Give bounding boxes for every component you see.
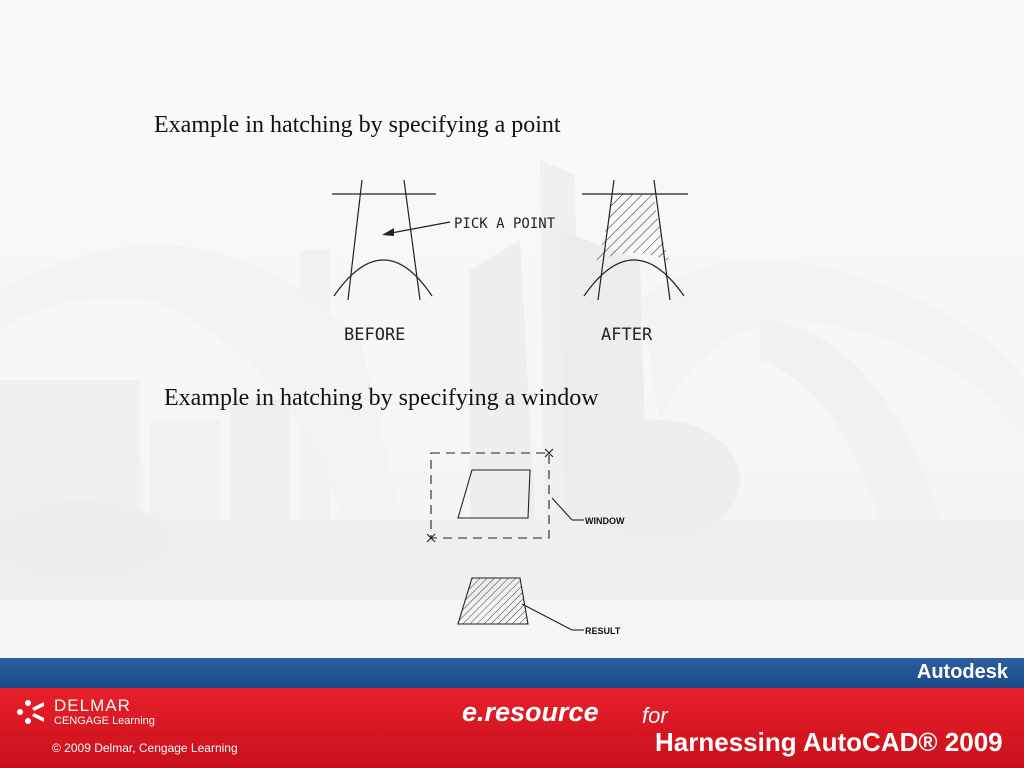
after-label: AFTER <box>601 325 653 345</box>
delmar-subtitle: CENGAGE Learning <box>54 715 155 727</box>
for-text: for <box>642 703 668 728</box>
product-title: Harnessing AutoCAD® 2009 <box>655 727 1003 757</box>
before-label: BEFORE <box>344 325 406 345</box>
eresource-logo: e.resource <box>462 697 599 727</box>
delmar-name: DELMAR <box>54 696 131 715</box>
heading-hatch-point: Example in hatching by specifying a point <box>154 112 561 138</box>
window-label: WINDOW <box>585 516 625 526</box>
copyright-text: © 2009 Delmar, Cengage Learning <box>52 741 238 755</box>
figure-hatch-window <box>420 440 660 645</box>
result-label: RESULT <box>585 626 621 636</box>
before-drawing <box>332 180 436 300</box>
autodesk-logo: Autodesk <box>916 661 1008 683</box>
result-drawing <box>458 578 584 630</box>
window-drawing <box>427 449 584 542</box>
heading-hatch-window: Example in hatching by specifying a window <box>164 385 599 411</box>
footer-blue-bar <box>0 658 1024 688</box>
figure-hatch-point <box>320 170 700 350</box>
delmar-logo-icon <box>14 698 48 728</box>
pick-point-label: PICK A POINT <box>454 216 556 232</box>
after-drawing <box>582 180 688 300</box>
pick-point-arrow <box>382 222 450 236</box>
